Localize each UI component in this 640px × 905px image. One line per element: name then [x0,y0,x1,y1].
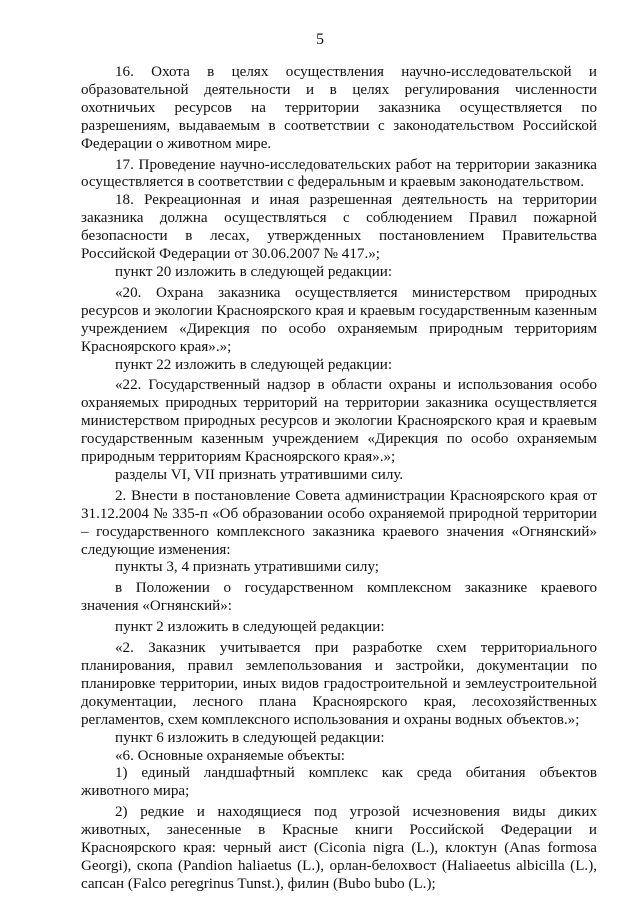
page-number: 5 [316,31,324,48]
paragraph-2-amendment: 2. Внести в постановление Совета администрации Красноярского края от 31.12.2004 № 335-п «Об образовании особо охраняемой природной территории – государственного комплексного заказника краевого значения «Огнянский» следующие изменения: [81,487,597,558]
paragraph-item-2-intro: пункт 2 изложить в следующей редакции: [115,619,385,636]
list-item-rare-species: 2) редкие и находящиеся под угрозой исчезновения виды диких животных, занесенные в Красные книги Российской Федерации и Красноярского края: черный аист (Ciconia nigra (L.), клоктун (Anas formosa Georgi), скопа (Pandion haliaetus (L.), орлан-белохвост (Haliaeetus albicilla (L.), сапсан (Falco peregrinus Tunst.), филин (Bubo bubo (L.); [81,804,597,892]
paragraph-2-planning: «2. Заказник учитывается при разработке схем территориального планирования, правил землепользования и застройки, документации по планировке территории, иных видов градостроительной и землеустроительной документации, лесного плана Красноярского края, лесохозяйственных регламентов, схем комплексного использования и охраны водных объектов.»; [81,640,597,728]
paragraph-20-protection: «20. Охрана заказника осуществляется министерством природных ресурсов и экологии Красноярского края и краевым государственным казенным учреждением «Дирекция по особо охраняемым природным территориям Красноярского края».»; [81,284,597,355]
paragraph-17-research: 17. Проведение научно-исследовательских работ на территории заказника осуществляется в соответствии с федеральным и краевым законодательством. [81,156,597,191]
paragraph-18-recreation: 18. Рекреационная и иная разрешенная деятельность на территории заказника должна осуществляться с соблюдением Правил пожарной безопасности в лесах, утвержденных постановлением Правительства Российской Федерации от 30.06.2007 № 417.»; [81,192,597,263]
paragraph-6-protected-objects: «6. Основные охраняемые объекты: [115,747,345,764]
paragraph-regulation-intro: в Положении о государственном комплексном заказнике краевого значения «Огнянский»: [81,580,597,615]
paragraph-item-22-intro: пункт 22 изложить в следующей редакции: [115,356,393,373]
paragraph-item-20-intro: пункт 20 изложить в следующей редакции: [115,263,393,280]
document-body [81,64,597,894]
paragraph-items-3-4-void: пункты 3, 4 признать утратившими силу; [115,559,380,576]
paragraph-22-supervision: «22. Государственный надзор в области охраны и использования особо охраняемых природных территорий на территории заказника осуществляется министерством природных ресурсов и экологии Красноярского края и краевым государственным казенным учреждением «Дирекция по особо охраняемым природным территориям Красноярского края».»; [81,377,597,466]
list-item-landscape-complex: 1) единый ландшафтный комплекс как среда обитания объектов животного мира; [81,765,597,800]
paragraph-item-6-intro: пункт 6 изложить в следующей редакции: [115,729,385,746]
paragraph-16-hunting: 16. Охота в целях осуществления научно-исследовательской и образовательной деятельности и в целях регулирования численности охотничьих ресурсов на территории заказника осуществляется по разрешениям, выдаваемым в соответствии с законодательством Российской Федерации о животном мире. [81,64,597,152]
paragraph-sections-void: разделы VI, VII признать утратившими силу. [115,466,404,483]
